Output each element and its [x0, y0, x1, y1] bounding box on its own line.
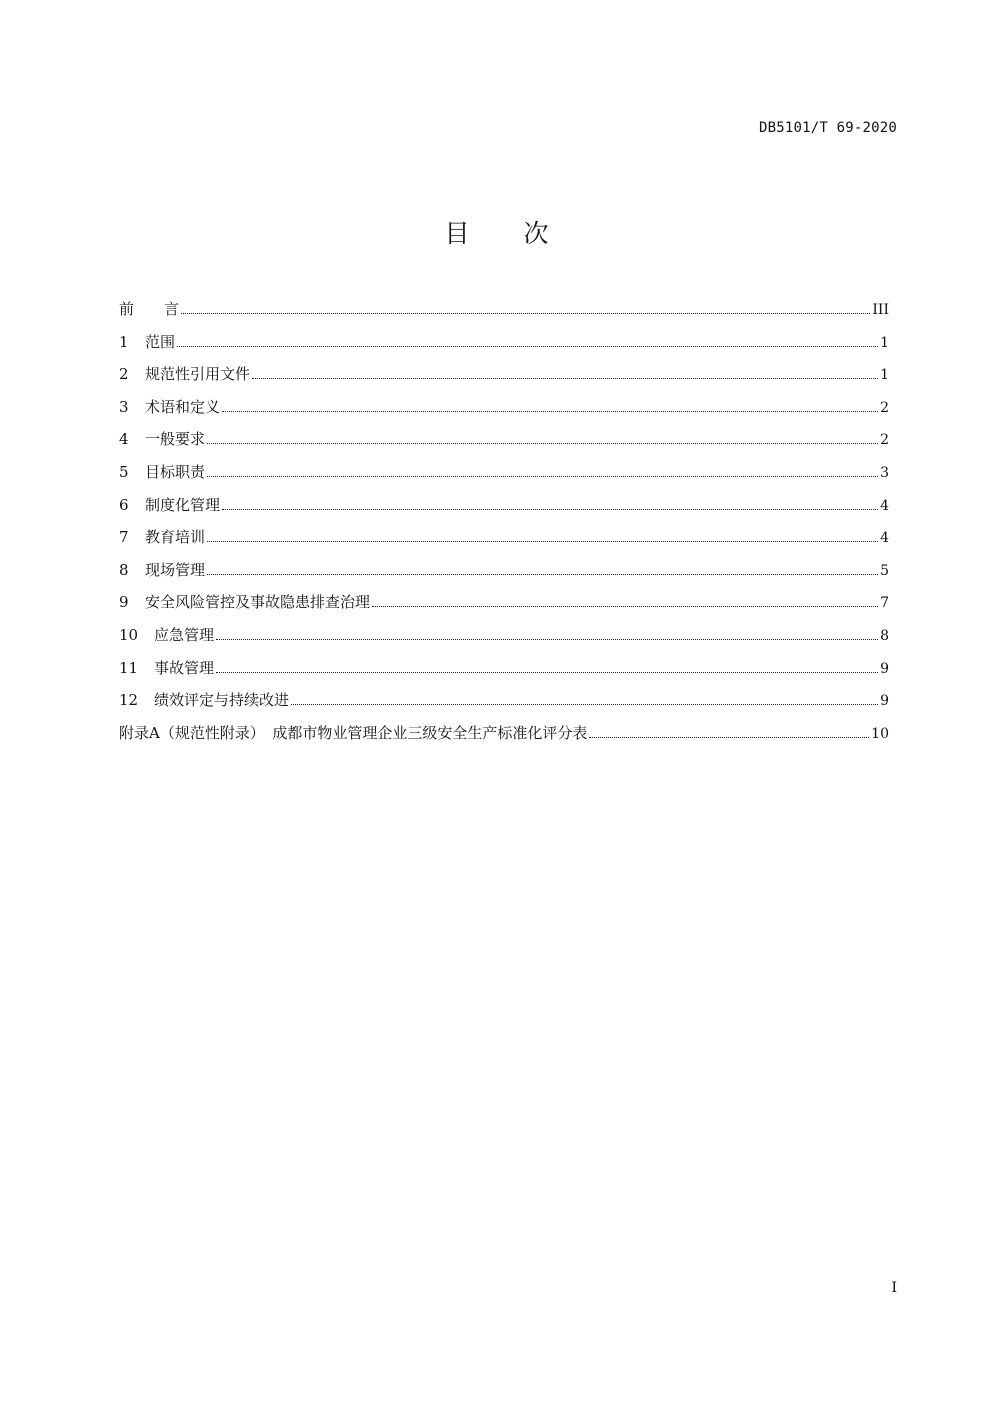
toc-entry-label: 5 目标职责 — [119, 462, 206, 481]
toc-entry-page: 7 — [880, 595, 889, 612]
toc-entry-5[interactable] — [119, 461, 889, 494]
toc-dot-leader — [372, 605, 878, 607]
toc-entry-11[interactable] — [119, 657, 889, 690]
toc-dot-leader — [207, 540, 878, 542]
toc-entry-number: 4 — [119, 430, 129, 449]
toc-entry-number: 7 — [119, 528, 129, 547]
toc-entry-label: 11 事故管理 — [119, 658, 215, 677]
toc-entry-page: 8 — [880, 627, 889, 644]
toc-entry-label: 3 术语和定义 — [119, 397, 221, 416]
toc-entry-foreword[interactable] — [119, 298, 889, 331]
toc-entry-page: 3 — [880, 464, 889, 481]
toc-entry-page: 2 — [880, 432, 889, 449]
toc-entry-page: 5 — [880, 562, 889, 579]
toc-entry-number: 10 — [119, 625, 139, 644]
toc-entry-label: 4 一般要求 — [119, 430, 206, 449]
toc-entry-number: 3 — [119, 397, 129, 416]
toc-entry-page: 10 — [871, 725, 889, 742]
toc-entry-appendix-a[interactable] — [119, 722, 889, 755]
toc-entry-10[interactable] — [119, 624, 889, 657]
toc-entry-page: 4 — [880, 497, 889, 514]
toc-entry-number: 6 — [119, 495, 129, 514]
toc-dot-leader — [207, 573, 878, 575]
toc-title-char-2: 次 — [523, 219, 549, 248]
toc-dot-leader — [291, 703, 878, 705]
toc-dot-leader — [252, 377, 878, 379]
toc-entry-label: 前 言 — [119, 300, 180, 318]
toc-entry-label: 附录A（规范性附录） 成都市物业管理企业三级安全生产标准化评分表 — [119, 723, 588, 742]
toc-dot-leader — [222, 410, 878, 412]
toc-entry-4[interactable] — [119, 428, 889, 461]
toc-dot-leader — [216, 671, 878, 673]
toc-entry-label: 6 制度化管理 — [119, 495, 221, 514]
toc-list — [119, 298, 889, 754]
toc-entry-number: 5 — [119, 462, 129, 481]
toc-entry-number: 1 — [119, 332, 129, 351]
toc-entry-number: 12 — [119, 691, 139, 710]
toc-entry-6[interactable] — [119, 494, 889, 527]
toc-entry-page: 4 — [880, 530, 889, 547]
toc-entry-number: 8 — [119, 560, 129, 579]
toc-dot-leader — [181, 312, 870, 314]
toc-entry-page: 1 — [880, 334, 889, 351]
toc-entry-page: 1 — [880, 367, 889, 384]
toc-entry-9[interactable] — [119, 591, 889, 624]
toc-entry-8[interactable] — [119, 559, 889, 592]
toc-entry-12[interactable] — [119, 689, 889, 722]
toc-entry-page: 9 — [880, 660, 889, 677]
toc-entry-label: 9 安全风险管控及事故隐患排查治理 — [119, 593, 371, 612]
toc-entry-number: 11 — [119, 658, 139, 677]
toc-dot-leader — [216, 638, 878, 640]
toc-dot-leader — [589, 736, 869, 738]
toc-dot-leader — [177, 345, 878, 347]
toc-entry-page: 2 — [880, 399, 889, 416]
toc-entry-number: 9 — [119, 593, 129, 612]
toc-entry-number: 2 — [119, 365, 129, 384]
toc-entry-label: 12 绩效评定与持续改进 — [119, 691, 290, 710]
toc-dot-leader — [222, 508, 878, 510]
toc-dot-leader — [207, 475, 878, 477]
toc-entry-label: 1 范围 — [119, 332, 176, 351]
toc-entry-page: III — [872, 302, 889, 318]
toc-entry-7[interactable] — [119, 526, 889, 559]
toc-entry-3[interactable] — [119, 396, 889, 429]
toc-entry-label: 2 规范性引用文件 — [119, 365, 251, 384]
toc-entry-page: 9 — [880, 693, 889, 710]
page-number: I — [891, 1280, 897, 1296]
toc-dot-leader — [207, 442, 878, 444]
toc-title — [0, 214, 993, 250]
toc-entry-label: 7 教育培训 — [119, 528, 206, 547]
toc-title-char-1: 目 — [444, 219, 470, 248]
toc-entry-1[interactable] — [119, 331, 889, 364]
toc-entry-2[interactable] — [119, 363, 889, 396]
toc-entry-label: 10 应急管理 — [119, 625, 215, 644]
toc-entry-label: 8 现场管理 — [119, 560, 206, 579]
document-code: DB5101/T 69-2020 — [758, 120, 897, 136]
